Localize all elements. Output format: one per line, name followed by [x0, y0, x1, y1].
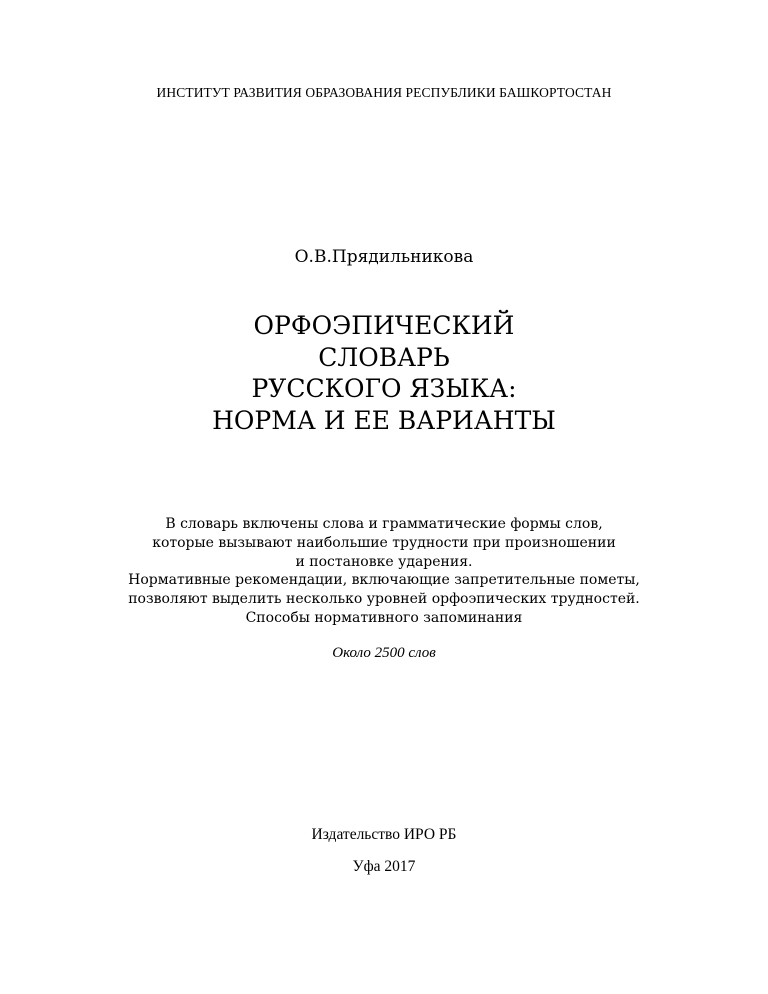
annotation-line: В словарь включены слова и грамматические формы слов, — [165, 516, 603, 532]
title-line: ОРФОЭПИЧЕСКИЙ — [253, 311, 515, 340]
publisher: Издательство ИРО РБ — [311, 826, 457, 843]
annotation-line: позволяют выделить несколько уровней орфоэпических трудностей. — [128, 591, 640, 608]
annotation-line: Нормативные рекомендации, включающие запретительные пометы, — [128, 572, 640, 589]
title-line: НОРМА И ЕЕ ВАРИАНТЫ — [212, 405, 556, 435]
word-count: Около 2500 слов — [332, 645, 436, 661]
annotation-line: которые вызывают наибольшие трудности при произношении — [152, 534, 616, 551]
city-year: Уфа 2017 — [352, 858, 416, 875]
title-line: РУССКОГО ЯЗЫКА: — [251, 374, 517, 403]
annotation — [0, 515, 768, 628]
institute-name: ИНСТИТУТ РАЗВИТИЯ ОБРАЗОВАНИЯ РЕСПУБЛИКИ БАШКОРТОСТАН — [156, 85, 612, 100]
book-title — [0, 310, 768, 436]
annotation-line: Способы нормативного запоминания — [245, 609, 523, 626]
author-name: О.В.Прядильникова — [294, 247, 474, 267]
title-line: СЛОВАРЬ — [318, 342, 450, 372]
annotation-line: и постановке ударения. — [295, 553, 473, 570]
